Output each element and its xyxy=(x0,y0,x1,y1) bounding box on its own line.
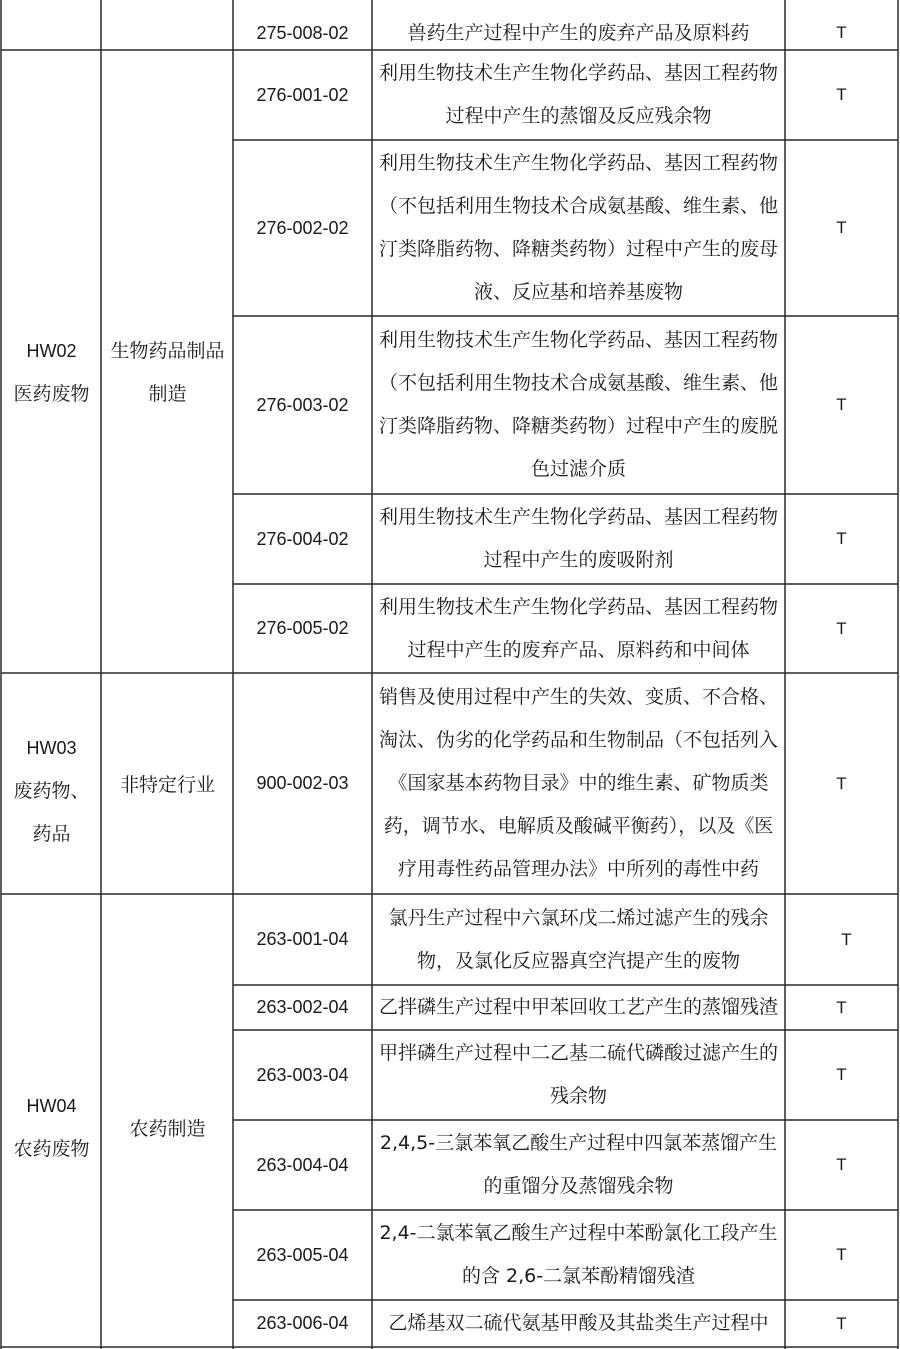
waste-description: 兽药生产过程中产生的废弃产品及原料药 xyxy=(407,21,750,44)
category-code: HW03 xyxy=(26,738,77,758)
category-cell xyxy=(2,727,101,856)
category-name: 医药废物 xyxy=(13,383,90,405)
industry-cell: 生物药品制品制造 xyxy=(110,340,225,405)
waste-description: 利用生物技术生产生物化学药品、基因工程药物过程中产生的废吸附剂 xyxy=(378,506,778,571)
waste-code: 900-002-03 xyxy=(256,773,349,793)
industry-cell: 农药制造 xyxy=(129,1117,206,1140)
waste-description: 利用生物技术生产生物化学药品、基因工程药物（不包括利用生物技术合成氨基酸、维生素、他汀类降脂药物、降糖类药物）过程中产生的废母液、反应基和培养基废物 xyxy=(378,152,778,303)
waste-description: 甲拌磷生产过程中二乙基二硫代磷酸过滤产生的残余物 xyxy=(378,1042,778,1107)
waste-code: 276-004-02 xyxy=(256,528,349,549)
waste-code: 276-003-02 xyxy=(256,394,349,415)
waste-code: 275-008-02 xyxy=(256,22,349,43)
category-code: HW02 xyxy=(26,341,77,361)
hazard-flag: T xyxy=(836,618,847,638)
waste-code: 276-002-02 xyxy=(256,217,349,238)
waste-code: 263-004-04 xyxy=(256,1154,349,1175)
waste-code: 263-002-04 xyxy=(256,997,349,1017)
hazard-flag: T xyxy=(836,1155,847,1174)
hazard-flag: T xyxy=(836,85,847,104)
hazard-flag: T xyxy=(836,218,847,237)
category-name: 废药物、药品 xyxy=(13,780,90,845)
category-name: 农药废物 xyxy=(13,1138,90,1160)
waste-description: 销售及使用过程中产生的失效、变质、不合格、淘汰、伪劣的化学药品和生物制品（不包括列入《国家基本药物目录》中的维生素、矿物质类药，调节水、电解质及酸碱平衡药），以及《医疗用毒性药品管理办法》中所列的毒性中药 xyxy=(378,686,778,880)
hazard-flag: T xyxy=(836,997,847,1017)
waste-code: 263-005-04 xyxy=(256,1244,349,1265)
category-code: HW04 xyxy=(26,1096,77,1116)
hazard-flag: T xyxy=(836,1313,847,1333)
waste-description: 氯丹生产过程中六氯环戊二烯过滤产生的残余物，及氯化反应器真空汽提产生的废物 xyxy=(388,906,769,972)
waste-code: 276-005-02 xyxy=(256,618,349,638)
waste-description: 乙拌磷生产过程中甲苯回收工艺产生的蒸馏残渣 xyxy=(378,996,778,1018)
hazard-flag: T xyxy=(836,395,847,414)
waste-description: 2,4,5-三氯苯氧乙酸生产过程中四氯苯蒸馏产生的重馏分及蒸馏残余物 xyxy=(379,1132,778,1197)
industry-cell: 非特定行业 xyxy=(119,774,215,796)
hazard-flag: T xyxy=(836,529,847,548)
waste-description: 利用生物技术生产生物化学药品、基因工程药物过程中产生的废弃产品、原料药和中间体 xyxy=(378,595,778,661)
category-cell xyxy=(2,1085,101,1171)
hazard-flag: T xyxy=(836,773,847,793)
hazard-flag: T xyxy=(836,1065,847,1084)
waste-code: 263-006-04 xyxy=(256,1313,349,1333)
category-cell xyxy=(2,330,101,416)
hazard-flag: T xyxy=(836,1245,847,1264)
waste-description: 乙烯基双二硫代氨基甲酸及其盐类生产过程中 xyxy=(388,1312,769,1334)
hazard-flag: T xyxy=(836,23,847,42)
waste-code: 276-001-02 xyxy=(256,84,349,105)
waste-code: 263-001-04 xyxy=(256,929,349,949)
hazard-flag: T xyxy=(841,929,852,949)
waste-description: 利用生物技术生产生物化学药品、基因工程药物过程中产生的蒸馏及反应残余物 xyxy=(378,62,778,127)
waste-code: 263-003-04 xyxy=(256,1064,349,1085)
waste-description: 2,4-二氯苯氧乙酸生产过程中苯酚氯化工段产生的含 2,6-二氯苯酚精馏残渣 xyxy=(379,1222,778,1287)
waste-description: 利用生物技术生产生物化学药品、基因工程药物（不包括利用生物技术合成氨基酸、维生素、他汀类降脂药物、降糖类药物）过程中产生的废脱色过滤介质 xyxy=(378,329,778,480)
